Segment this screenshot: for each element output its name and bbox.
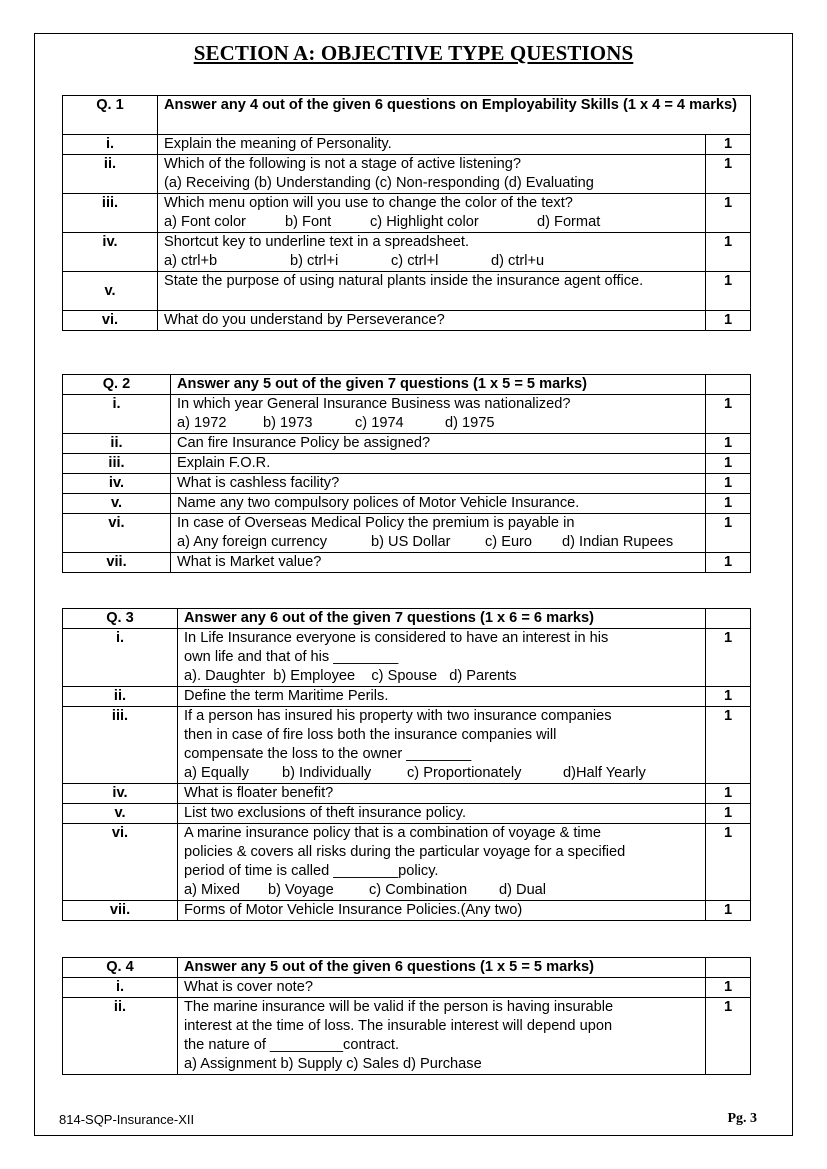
option-c: c) 1974 [355,415,404,431]
item-number: iii. [63,454,171,474]
footer-page-number: Pg. 3 [727,1111,757,1126]
item-number: vi. [63,311,158,331]
question-text: What is Market value? [171,553,706,573]
section-title: SECTION A: OBJECTIVE TYPE QUESTIONS [193,41,634,65]
option-a: a) 1972 [177,415,227,431]
q2-header-row [63,375,751,395]
table-row [63,395,751,434]
table-row [63,434,751,454]
marks: 1 [706,553,751,573]
option-c: c) Proportionately [407,765,522,781]
table-row [63,474,751,494]
marks: 1 [706,311,751,331]
question-text: Which menu option will you use to change the color of the text? [164,195,573,211]
item-number: ii. [63,687,178,707]
table-row [63,784,751,804]
question-text: State the purpose of using natural plants inside the insurance agent office. [158,272,706,311]
q4-header-row [63,958,751,978]
q3-instruction: Answer any 6 out of the given 7 questions (1 x 6 = 6 marks) [178,609,706,629]
marks: 1 [706,824,751,901]
question-line: A marine insurance policy that is a combination of voyage & time [184,825,601,841]
question-text: Which of the following is not a stage of active listening? [164,156,521,172]
table-row [63,272,751,311]
option-b: b) Individually [282,765,372,781]
marks: 1 [706,978,751,998]
option-a: a) ctrl+b [164,253,218,269]
item-number: i. [63,978,178,998]
q4-instruction: Answer any 5 out of the given 6 questions (1 x 5 = 5 marks) [178,958,706,978]
option-d: d) Dual [499,882,547,898]
q3-number: Q. 3 [63,609,178,629]
option-b: b) ctrl+i [290,253,339,269]
question-text: Forms of Motor Vehicle Insurance Policies.(Any two) [178,901,706,921]
table-row [63,155,751,194]
marks: 1 [706,434,751,454]
question-text: In which year General Insurance Business was nationalized? [177,396,571,412]
marks: 1 [706,514,751,553]
question-line: period of time is called ________policy. [184,863,439,879]
option-d: d)Half Yearly [563,765,646,781]
question-text: Define the term Maritime Perils. [178,687,706,707]
table-row [63,135,751,155]
question-text: Explain the meaning of Personality. [158,135,706,155]
question-text: In case of Overseas Medical Policy the premium is payable in [177,515,575,531]
item-number: iii. [63,194,158,233]
option-c: c) Euro [485,534,533,550]
table-row [63,629,751,687]
question-text: Explain F.O.R. [171,454,706,474]
marks: 1 [706,474,751,494]
q2-table [62,374,751,573]
marks: 1 [706,629,751,687]
option-c: c) ctrl+l [391,253,439,269]
marks: 1 [706,998,751,1075]
item-number: i. [63,135,158,155]
q1-header-row [63,96,751,135]
item-number: v. [63,804,178,824]
item-number: vii. [63,901,178,921]
item-number: v. [63,494,171,514]
q4-table [62,957,751,1075]
option-a: a) Font color [164,214,246,230]
table-row [63,901,751,921]
option-b: b) Font [285,214,332,230]
table-row [63,687,751,707]
item-number: iii. [63,707,178,784]
table-row [63,553,751,573]
option-a: a) Mixed [184,882,240,898]
item-number: i. [63,629,178,687]
question-line: own life and that of his ________ [184,649,399,665]
question-text: Name any two compulsory polices of Motor Vehicle Insurance. [171,494,706,514]
option-d: d) Format [537,214,601,230]
marks: 1 [706,901,751,921]
table-row [63,804,751,824]
question-options: a) Assignment b) Supply c) Sales d) Purchase [184,1056,482,1072]
option-b: b) 1973 [263,415,313,431]
table-row [63,978,751,998]
option-b: b) US Dollar [371,534,451,550]
question-line: The marine insurance will be valid if the person is having insurable [184,999,614,1015]
item-number: ii. [63,434,171,454]
option-a: a) Equally [184,765,249,781]
item-number: ii. [63,998,178,1075]
q1-instruction: Answer any 4 out of the given 6 questions on Employability Skills (1 x 4 = 4 marks) [158,96,751,135]
option-d: d) 1975 [445,415,495,431]
option-a: a) Any foreign currency [177,534,328,550]
table-row [63,454,751,474]
table-row [63,998,751,1075]
footer-document-code: 814-SQP-Insurance-XII [59,1112,195,1127]
item-number: iv. [63,233,158,272]
item-number: vi. [63,514,171,553]
marks: 1 [706,804,751,824]
question-text: List two exclusions of theft insurance policy. [178,804,706,824]
item-number: vii. [63,553,171,573]
marks: 1 [706,454,751,474]
item-number: vi. [63,824,178,901]
question-options: a). Daughter b) Employee c) Spouse d) Parents [184,668,517,684]
question-line: If a person has insured his property with two insurance companies [184,708,612,724]
q3-table [62,608,751,921]
q1-number: Q. 1 [63,96,158,135]
question-text: Shortcut key to underline text in a spreadsheet. [164,234,470,250]
item-number: iv. [63,784,178,804]
marks: 1 [706,135,751,155]
marks: 1 [706,272,751,311]
table-row [63,824,751,901]
marks: 1 [706,155,751,194]
option-c: c) Highlight color [370,214,479,230]
option-d: d) Indian Rupees [562,534,674,550]
q4-number: Q. 4 [63,958,178,978]
item-number: ii. [63,155,158,194]
question-options: (a) Receiving (b) Understanding (c) Non-responding (d) Evaluating [164,175,594,191]
question-line: then in case of fire loss both the insurance companies will [184,727,557,743]
table-row [63,707,751,784]
marks: 1 [706,233,751,272]
option-d: d) ctrl+u [491,253,545,269]
marks: 1 [706,194,751,233]
question-line: policies & covers all risks during the particular voyage for a specified [184,844,626,860]
table-row [63,233,751,272]
marks: 1 [706,494,751,514]
table-row [63,514,751,553]
marks: 1 [706,784,751,804]
marks: 1 [706,395,751,434]
item-number: v. [63,272,158,311]
question-text: What is cover note? [178,978,706,998]
question-text: What do you understand by Perseverance? [158,311,706,331]
table-row [63,494,751,514]
question-line: the nature of _________contract. [184,1037,400,1053]
item-number: i. [63,395,171,434]
q2-number: Q. 2 [63,375,171,395]
question-line: In Life Insurance everyone is considered to have an interest in his [184,630,609,646]
question-text: What is cashless facility? [171,474,706,494]
q3-header-row [63,609,751,629]
question-text: Can fire Insurance Policy be assigned? [171,434,706,454]
question-line: compensate the loss to the owner ________ [184,746,472,762]
question-text: What is floater benefit? [178,784,706,804]
option-b: b) Voyage [268,882,334,898]
table-row [63,311,751,331]
marks: 1 [706,707,751,784]
question-line: interest at the time of loss. The insurable interest will depend upon [184,1018,613,1034]
option-c: c) Combination [369,882,468,898]
marks: 1 [706,687,751,707]
table-row [63,194,751,233]
q1-table [62,95,751,331]
q2-instruction: Answer any 5 out of the given 7 questions (1 x 5 = 5 marks) [171,375,706,395]
item-number: iv. [63,474,171,494]
